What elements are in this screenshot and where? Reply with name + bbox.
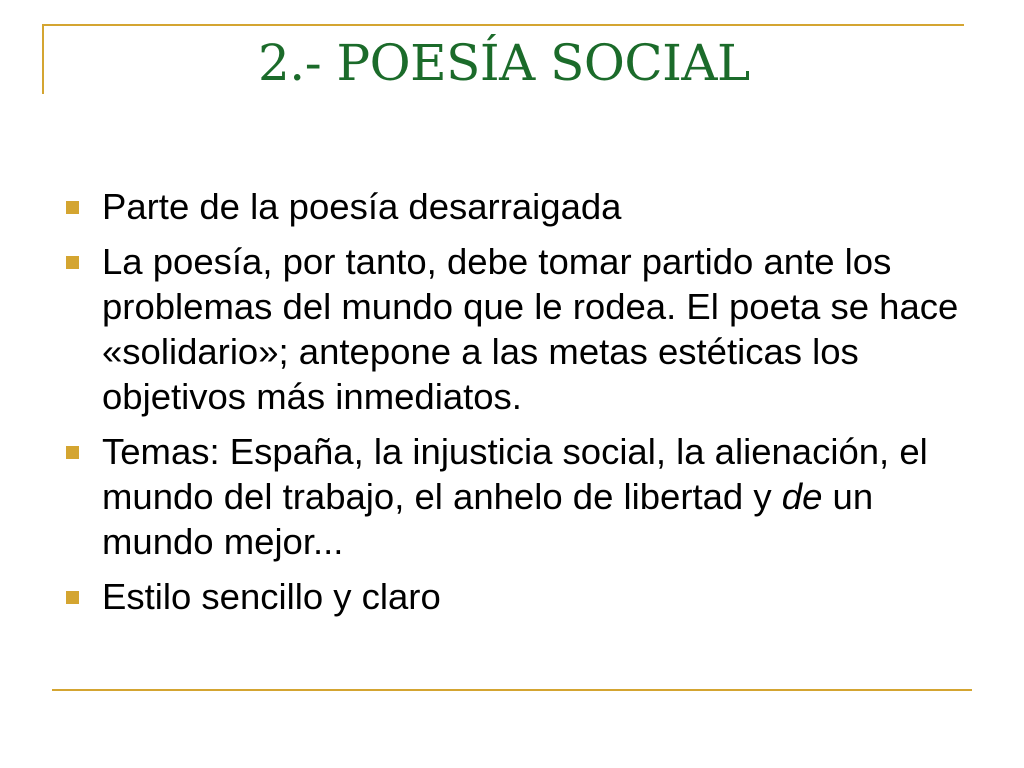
frame-bottom-rule (52, 689, 972, 691)
bullet-text-part: un mundo mejor... (102, 476, 874, 562)
bullet-item (60, 429, 970, 564)
frame-left-rule (42, 24, 44, 94)
bullet-text: Parte de la poesía desarraigada (102, 186, 622, 227)
square-bullet-icon (66, 591, 79, 604)
square-bullet-icon (66, 446, 79, 459)
bullet-text: Estilo sencillo y claro (102, 576, 441, 617)
bullet-item (60, 184, 970, 229)
bullet-text: La poesía, por tanto, debe tomar partido ante los problemas del mundo que le rodea. El poeta se hace «solidario»; antepone a las metas estéticas los objetivos más inmediatos. (102, 241, 959, 417)
bullet-text-part: Temas: España, la injusticia social, la alienación, el mundo del trabajo, el anhelo de libertad y (102, 431, 928, 517)
bullet-text (102, 431, 928, 562)
bullet-item (60, 239, 970, 419)
bullet-text-italic: de (781, 476, 823, 517)
bullet-list (60, 184, 970, 629)
square-bullet-icon (66, 256, 79, 269)
square-bullet-icon (66, 201, 79, 214)
bullet-item (60, 574, 970, 619)
frame-top-rule (42, 24, 964, 26)
slide-title: 2.- POESÍA SOCIAL (258, 34, 750, 92)
